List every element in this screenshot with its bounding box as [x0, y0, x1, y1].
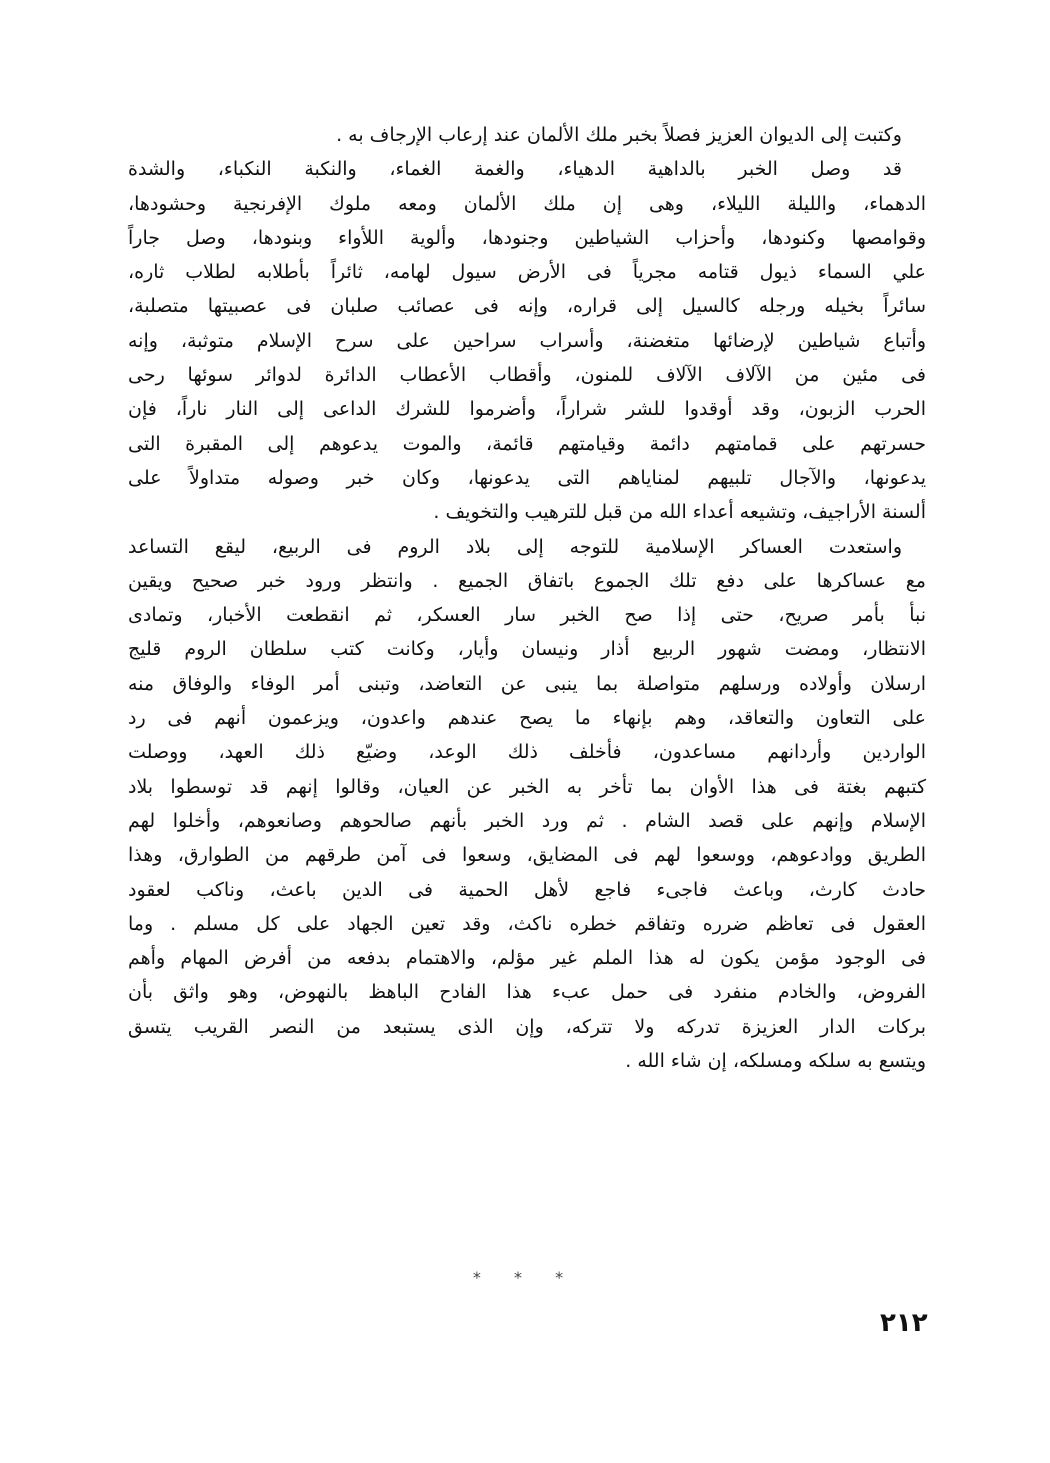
text-line: واستعدت العساكر الإسلامية للتوجه إلى بلاد الروم فى الربيع، ليقع التساعد — [128, 535, 902, 558]
text-line: وكتبت إلى الديوان العزيز فصلاً بخبر ملك الألمان عند إرعاب الإرجاف به . — [336, 124, 902, 146]
text-line: يدعونها، والآجال تلبيهم لمناياهم التى يدعونها، وكان خبر وصوله متداولاً على — [128, 466, 926, 489]
text-line: ويتسع به سلكه ومسلكه، إن شاء الله . — [625, 1050, 926, 1073]
text-line: وقوامصها وكنودها، وأحزاب الشياطين وجنودها، وألوية اللأواء وبنودها، وصل جاراً — [128, 226, 926, 249]
text-line: الواردين وأردانهم مساعدون، فأخلف ذلك الوعد، وضيّع ذلك العهد، ووصلت — [128, 741, 926, 764]
text-line: الانتظار، ومضت شهور الربيع أذار ونيسان وأيار، وكانت كتب سلطان الروم قليج — [128, 638, 926, 661]
text-line: قد وصل الخبر بالداهية الدهياء، والغمة الغماء، والنكبة النكباء، والشدة — [128, 158, 902, 181]
text-line: وأتباع شياطين لإرضائها متغضنة، وأسراب سراحين على سرح الإسلام متوثبة، وإنه — [128, 329, 926, 352]
text-line: الفروض، والخادم منفرد فى حمل عبء هذا الفادح الباهظ بالنهوض، وهو واثق بأن — [128, 981, 926, 1004]
text-line: فى الوجود مؤمن يكون له هذا الملم غير مؤلم، والاهتمام بدفعه من أفرض المهام وأهم — [128, 947, 926, 970]
page-number: ٢١٢ — [880, 1308, 928, 1338]
text-line: الدهماء، والليلة الليلاء، وهى إن ملك الألمان ومعه ملوك الإفرنجية وحشودها، — [128, 192, 926, 215]
text-line: سائراً بخيله ورجله كالسيل إلى قراره، وإنه فى عصائب صلبان فى عصبيتها متصلبة، — [128, 295, 926, 318]
text-line: حسرتهم على قمامتهم دائمة وقيامتهم قائمة، والموت يدعوهم إلى المقبرة التى — [128, 432, 926, 455]
text-line: نبأ بأمر صريح، حتى إذا صح الخبر سار العسكر، ثم انقطعت الأخبار، وتمادى — [128, 604, 926, 627]
paragraph — [128, 118, 926, 152]
text-line: على التعاون والتعاقد، وهم بإنهاء ما يصح عندهم واعدون، ويزعمون أنهم فى رد — [128, 707, 926, 730]
text-line: ألسنة الأراجيف، وتشيعه أعداء الله من قبل للترهيب والتخويف . — [433, 501, 926, 524]
text-line: علي السماء ذيول قتامه مجرياً فى الأرض سيول لهامه، ثائراً بأطلابه لطلاب ثاره، — [128, 261, 926, 284]
text-line: ارسلان وأولاده ورسلهم متواصلة بما ينبى عن التعاضد، وتبنى أمر الوفاء والوفاق منه — [128, 672, 926, 695]
text-line: الإسلام وإنهم على قصد الشام . ثم ورد الخبر بأنهم صالحوهم وصانعوهم، وأخلوا لهم — [128, 809, 926, 832]
paragraph — [128, 152, 926, 529]
document-body — [128, 118, 926, 1078]
paragraph — [128, 530, 926, 1079]
text-line: فى مئين من الآلاف الآلاف للمنون، وأقطاب الأعطاب الدائرة لدوائر سوئها رحى — [128, 364, 926, 387]
text-line: حادث كارث، وباعث فاجىء فاجع لأهل الحمية فى الدين باعث، وناكب لعقود — [128, 878, 926, 901]
section-separator: * * * — [472, 1268, 578, 1287]
text-line: بركات الدار العزيزة تدركه ولا تتركه، وإن الذى يستبعد من النصر القريب يتسق — [128, 1015, 926, 1038]
text-line: كتبهم بغتة فى هذا الأوان بما تأخر به الخبر عن العيان، وقالوا إنهم قد توسطوا بلاد — [128, 775, 926, 798]
text-line: الحرب الزبون، وقد أوقدوا للشر شراراً، وأضرموا للشرك الداعى إلى النار ناراً، فإن — [128, 398, 926, 421]
text-line: الطريق ووادعوهم، ووسعوا لهم فى المضايق، وسعوا فى آمن طرقهم من الطوارق، وهذا — [128, 844, 926, 867]
text-line: العقول فى تعاظم ضرره وتفاقم خطره ناكث، وقد تعين الجهاد على كل مسلم . وما — [128, 912, 926, 935]
text-line: مع عساكرها على دفع تلك الجموع باتفاق الجميع . وانتظر ورود خبر صحيح ويقين — [128, 569, 926, 592]
